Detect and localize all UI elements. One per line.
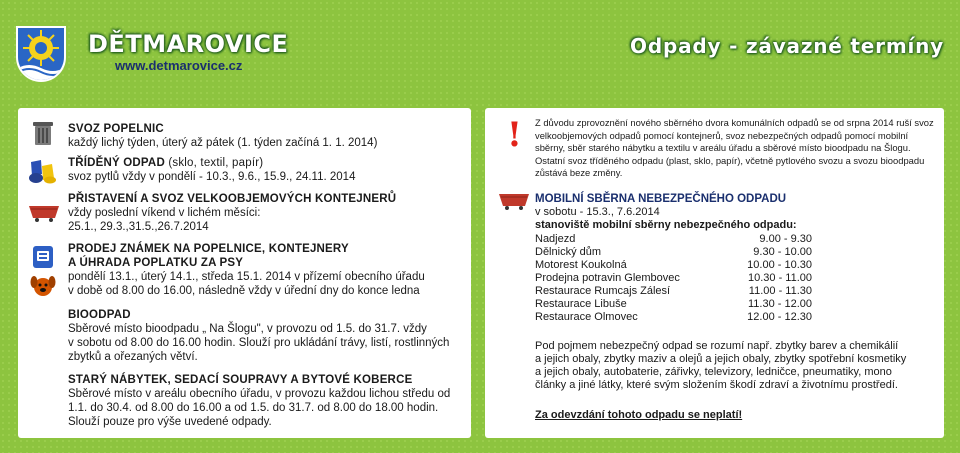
section-text: pondělí 13.1., úterý 14.1., středa 15.1. 2014 v přízemí obecního úřadu (68, 271, 425, 283)
info-text: a jejich obaly, autobaterie, zářivky, televizory, ledničce, pneumatiky, mono (535, 366, 892, 378)
section-text: v sobotu od 8.00 do 16.00 hodin. Slouží pro ukládání trávy, listí, rostlinných (68, 337, 450, 349)
hazardous-info (535, 340, 940, 392)
section-text: každý lichý týden, úterý až pátek (1. týden začíná 1. 1. 2014) (68, 137, 378, 149)
town-logo-icon (16, 26, 66, 82)
section-title: STARÝ NÁBYTEK, SEDACÍ SOUPRAVY A BYTOVÉ KOBERCE (68, 374, 413, 386)
nabytek-section (68, 373, 450, 429)
section-title: PŘISTAVENÍ A SVOZ VELKOOBJEMOVÝCH KONTEJNERŮ (68, 193, 397, 205)
dog-icon (30, 274, 56, 303)
stop-place: Prodejna potravin Glembovec (535, 272, 680, 284)
section-title: MOBILNÍ SBĚRNA NEBEZPEČNÉHO ODPADU (535, 193, 787, 205)
section-text: Sběrové místo bioodpadu „ Na Šlogu", v provozu od 1.5. do 31.7. vždy (68, 323, 427, 335)
stop-time: 11.00 - 11.30 (748, 285, 812, 297)
mobil-subtitle: stanoviště mobilní sběrny nebezpečného odpadu: (535, 219, 797, 231)
stop-row (535, 272, 830, 285)
svoz-popelnic-section (68, 122, 377, 150)
town-name: DĚTMAROVICE (88, 30, 289, 58)
section-title: A ÚHRADA POPLATKU ZA PSY (68, 257, 244, 269)
stop-place: Dělnický dům (535, 246, 602, 258)
town-url[interactable]: www.detmarovice.cz (115, 58, 243, 73)
section-text: vždy poslední víkend v lichém měsíci: (68, 207, 261, 219)
container-icon (498, 192, 530, 215)
trash-bin-icon (32, 120, 54, 151)
section-title: PRODEJ ZNÁMEK NA POPELNICE, KONTEJNERY (68, 243, 349, 255)
stop-time: 9.30 - 10.00 (753, 246, 812, 258)
kontejnery-section (68, 192, 396, 234)
mobil-dates: v sobotu - 15.3., 7.6.2014 (535, 206, 660, 218)
stop-row (535, 233, 830, 246)
free-disposal-note: Za odevzdání tohoto odpadu se neplatí! (535, 409, 743, 421)
sorted-waste-bags-icon (28, 156, 58, 189)
stop-place: Nadjezd (535, 233, 576, 245)
stop-place: Restaurace Olmovec (535, 311, 638, 323)
section-text: Slouží pouze pro výše uvedené odpady. (68, 416, 272, 428)
page-header (0, 0, 960, 100)
section-title: BIOODPAD (68, 309, 131, 321)
stop-row (535, 285, 830, 298)
warning-exclamation-icon: ! (507, 115, 522, 155)
stop-time: 10.30 - 11.00 (747, 272, 812, 284)
section-title: SVOZ POPELNIC (68, 123, 164, 135)
stop-row (535, 259, 830, 272)
stop-time: 9.00 - 9.30 (759, 233, 812, 245)
tridene-odpad-section (68, 156, 355, 184)
section-title-suffix: (sklo, textil, papír) (164, 157, 264, 169)
stop-place: Restaurace Libuše (535, 298, 627, 310)
section-text: zbytků a ořezaných větví. (68, 351, 198, 363)
section-text: Sběrové místo v areálu obecního úřadu, v provozu každou lichou středu od (68, 388, 451, 400)
znamky-section (68, 242, 425, 298)
section-text: 25.1., 29.3.,31.5.,26.7.2014 (68, 221, 209, 233)
schedule-panel (18, 108, 471, 438)
stop-time: 10.00 - 10.30 (747, 259, 812, 271)
stop-time: 12.00 - 12.30 (747, 311, 812, 323)
section-text: 1.1. do 30.4. od 8.00 do 16.00 a od 1.5. do 31.7. od 8.00 do 18.00 hodin. (68, 402, 439, 414)
stop-row (535, 311, 830, 324)
sticker-bin-icon (31, 244, 55, 275)
info-text: články a jiné látky, které svým složením škodí zdraví a životnímu prostředí. (535, 379, 898, 391)
info-text: Pod pojmem nebezpečný odpad se rozumí např. zbytky barev a chemikálií (535, 340, 899, 352)
stops-table (535, 233, 830, 324)
section-text: svoz pytlů vždy v pondělí - 10.3., 9.6., 15.9., 24.11. 2014 (68, 171, 356, 183)
stop-row (535, 298, 830, 311)
notice-text: Z důvodu zprovoznění nového sběrného dvora komunálních odpadů se od srpna 2014 ruší svoz velkoobjemových odpadů pomocí kontejnerů, svoz nebezpečných odpadů pomocí mobilní sběrny, sběr starého nábytku a textilu v areálu úřadu a sběrové místo bioodpadu na Šlogu. Ostatní svoz tříděného odpadu (plast, sklo, papír), včetně pytlového svozu a svozu bioodpadu zůstává beze změny. (535, 117, 934, 178)
info-text: a jejich obaly, zbytky maziv a olejů a jejich obaly, zbytky spotřební kosmetiky (535, 353, 907, 365)
stop-time: 11.30 - 12.00 (747, 298, 812, 310)
mobil-sberna-section (535, 192, 940, 232)
bioodpad-section (68, 308, 449, 364)
container-icon (28, 204, 60, 227)
stop-place: Restaurace Rumcajs Zálesí (535, 285, 671, 297)
stop-place: Motorest Koukolná (535, 259, 627, 271)
hazardous-waste-panel (485, 108, 944, 438)
page-headline: Odpady - závazné termíny (630, 34, 944, 58)
section-text: v době od 8.00 do 16.00, následně vždy v úřední dny do konce ledna (68, 285, 420, 297)
section-title: TŘÍDĚNÝ ODPAD (68, 157, 165, 169)
stop-row (535, 246, 830, 259)
